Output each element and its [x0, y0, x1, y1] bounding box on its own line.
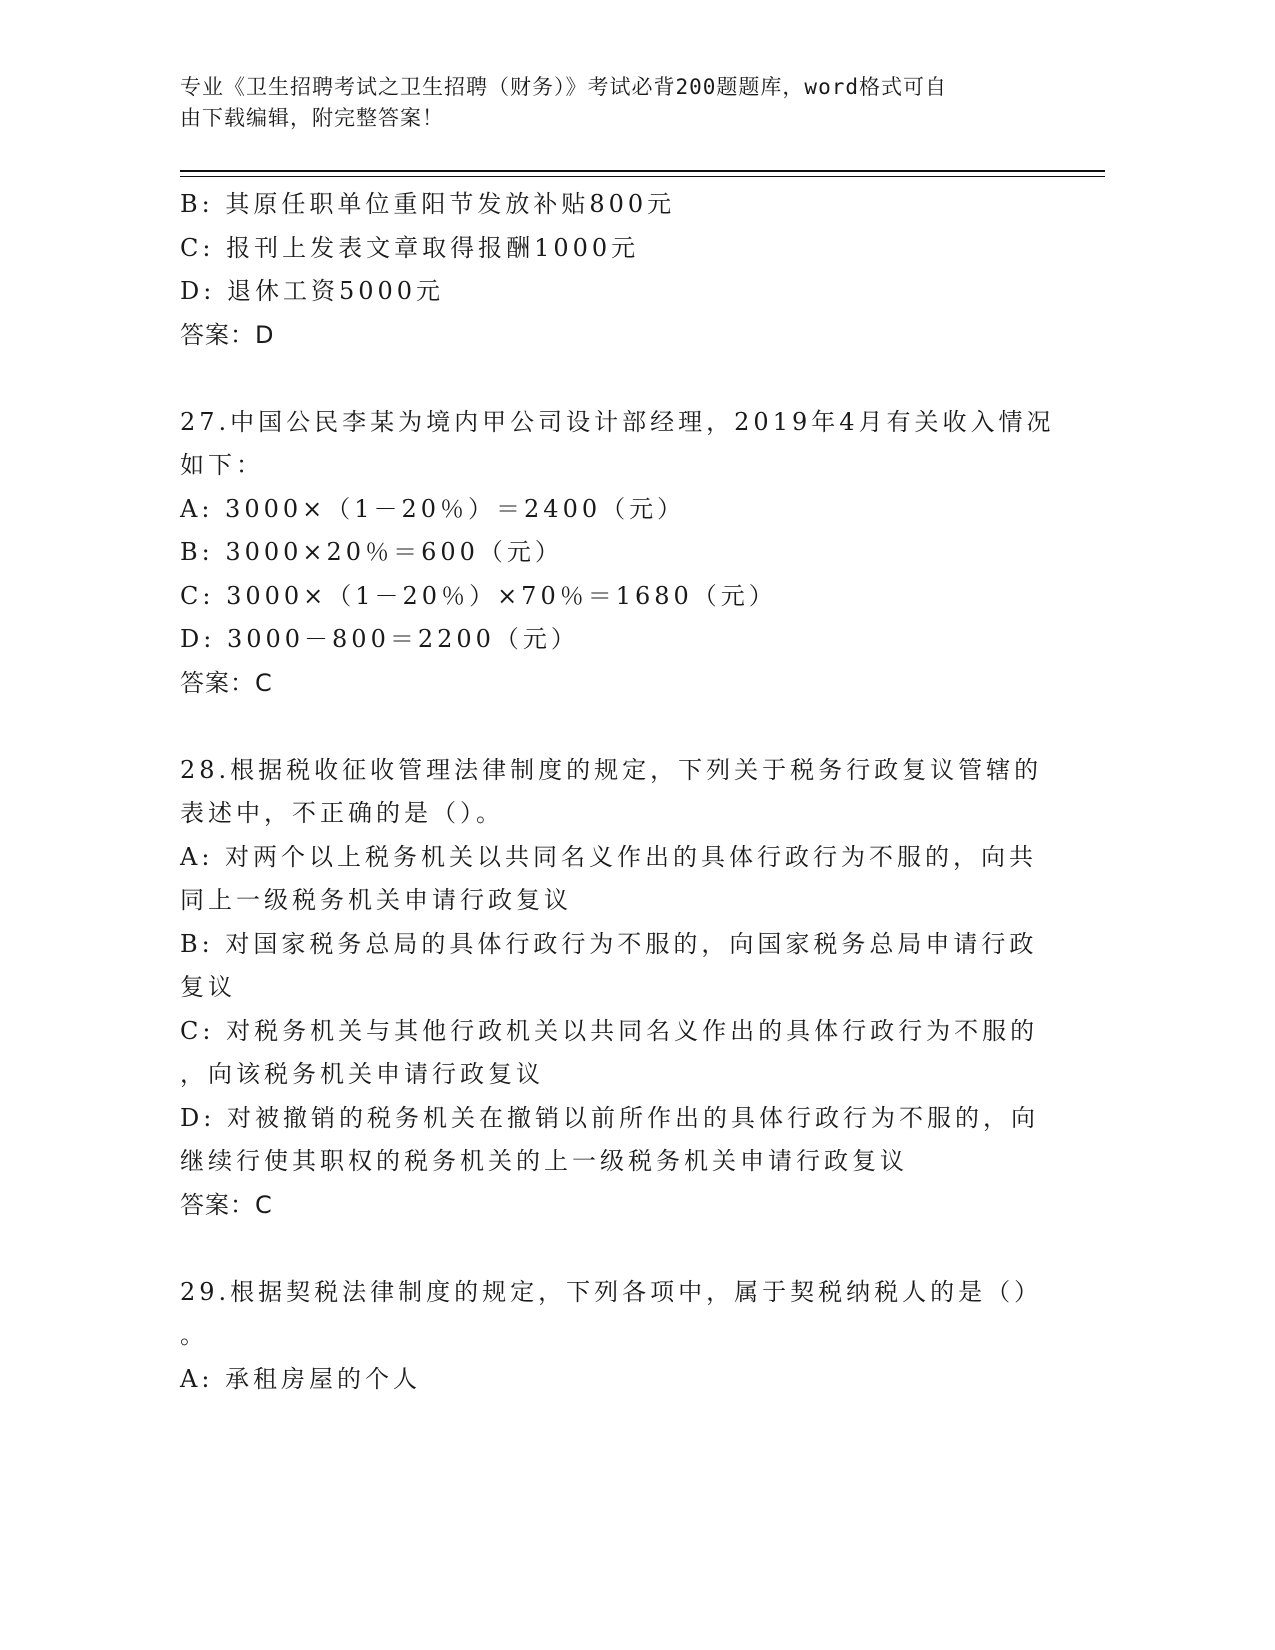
q27-option-d: D: 3000－800＝2200（元）	[180, 625, 579, 653]
q26-option-b: B: 其原任职单位重阳节发放补贴800元	[180, 190, 676, 218]
question-29	[180, 1271, 1043, 1402]
q28-answer: 答案：C	[180, 1190, 273, 1219]
q28-option-a-line-1: A: 对两个以上税务机关以共同名义作出的具体行政行为不服的，向共	[180, 842, 1038, 871]
q28-option-b-line-1: B: 对国家税务总局的具体行政行为不服的，向国家税务总局申请行政	[180, 929, 1038, 958]
q26-option-c: C: 报刊上发表文章取得报酬1000元	[180, 233, 640, 262]
q28-option-d-line-1: D: 对被撤销的税务机关在撤销以前所作出的具体行政行为不服的，向	[180, 1103, 1039, 1132]
spacer	[180, 705, 1040, 749]
q28-option-a-line-2: 同上一级税务机关申请行政复议	[180, 886, 572, 914]
question-28	[180, 749, 1043, 1228]
question-26	[180, 183, 1040, 357]
spacer	[180, 357, 1040, 401]
q28-option-c-line-2: ，向该税务机关申请行政复议	[180, 1060, 544, 1088]
header-divider-thick	[180, 170, 1105, 172]
header-title-line-2: 由下载编辑，附完整答案！	[180, 106, 444, 130]
q28-stem-line-2: 表述中，不正确的是（）。	[180, 799, 504, 827]
q28-stem-line-1: 28.根据税收征收管理法律制度的规定，下列关于税务行政复议管辖的	[180, 755, 1043, 784]
question-27	[180, 401, 1055, 706]
header-title-line-1: 专业《卫生招聘考试之卫生招聘（财务）》考试必背200题题库，word格式可自	[180, 75, 947, 99]
q29-option-a: A: 承租房屋的个人	[180, 1364, 422, 1393]
q28-option-c-line-1: C: 对税务机关与其他行政机关以共同名义作出的具体行政行为不服的	[180, 1016, 1039, 1045]
q29-stem-line-1: 29.根据契税法律制度的规定，下列各项中，属于契税纳税人的是（）	[180, 1277, 1043, 1306]
document-header	[180, 72, 1080, 134]
q27-option-a: A: 3000×（1－20％）＝2400（元）	[180, 494, 686, 523]
q27-answer: 答案：C	[180, 668, 273, 697]
q28-option-b-line-2: 复议	[180, 973, 236, 1001]
q27-option-b: B: 3000×20％＝600（元）	[180, 538, 563, 566]
header-divider-thin	[180, 176, 1105, 177]
q29-stem-line-2: 。	[180, 1321, 208, 1349]
q27-option-c: C: 3000×（1－20％）×70％＝1680（元）	[180, 581, 777, 610]
document-body	[180, 183, 1055, 1401]
q26-answer: 答案：D	[180, 320, 275, 349]
q28-option-d-line-2: 继续行使其职权的税务机关的上一级税务机关申请行政复议	[180, 1147, 908, 1175]
q27-stem-line-1: 27.中国公民李某为境内甲公司设计部经理，2019年4月有关收入情况	[180, 407, 1055, 436]
q27-stem-line-2: 如下：	[180, 451, 264, 479]
spacer	[180, 1227, 1040, 1271]
q26-option-d: D: 退休工资5000元	[180, 277, 445, 305]
